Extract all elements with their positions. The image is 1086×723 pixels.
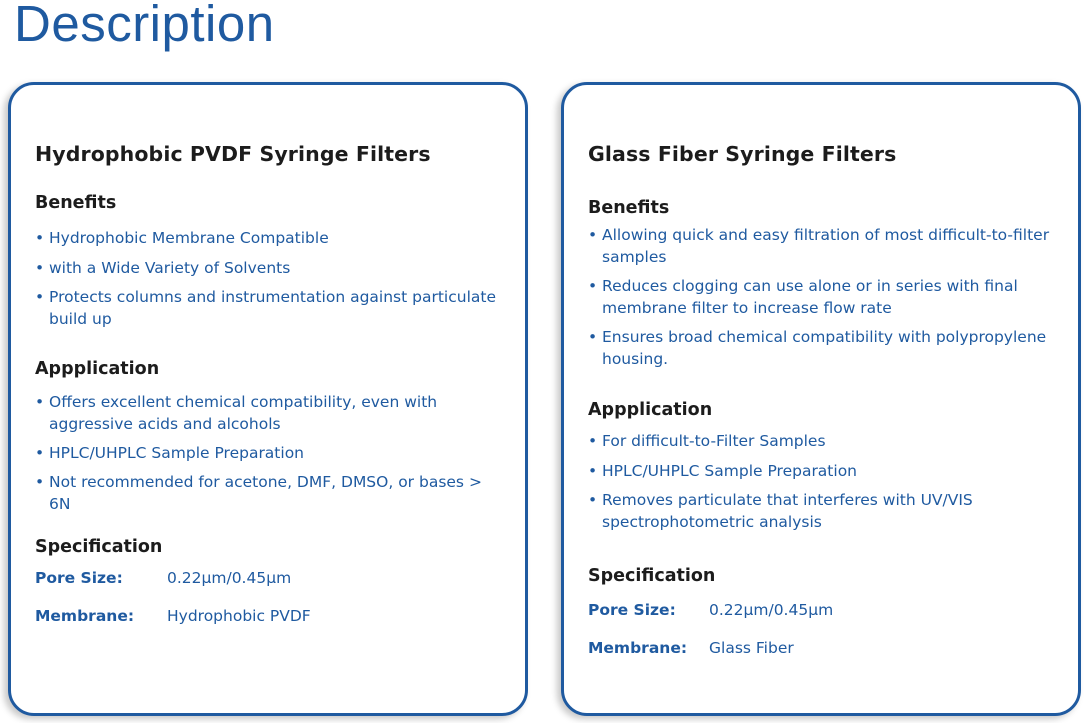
- bullet-icon: •: [588, 328, 598, 346]
- bullet-icon: •: [35, 473, 45, 491]
- list-item: • Ensures broad chemical compatibility with polypropylene housing.: [588, 328, 1047, 368]
- bullet-icon: •: [588, 462, 598, 480]
- spec-label: Membrane:: [588, 639, 688, 657]
- list-item: • Not recommended for acetone, DMF, DMSO, or bases > 6N: [35, 473, 482, 513]
- list-item: • HPLC/UHPLC Sample Preparation: [35, 444, 305, 462]
- bullet-icon: •: [35, 259, 45, 277]
- bullet-icon: •: [588, 432, 598, 450]
- bullet-icon: •: [588, 226, 598, 244]
- bullet-icon: •: [588, 277, 598, 295]
- application-heading: Appplication: [35, 359, 160, 379]
- specification-heading: Specification: [588, 566, 716, 586]
- list-item: • HPLC/UHPLC Sample Preparation: [588, 462, 858, 480]
- product-card-glass-fiber: [561, 82, 1081, 716]
- list-item: • Allowing quick and easy filtration of most difficult-to-filter samples: [588, 226, 1050, 266]
- card-title: Glass Fiber Syringe Filters: [588, 142, 897, 166]
- benefits-heading: Benefits: [588, 198, 670, 218]
- list-item: • with a Wide Variety of Solvents: [35, 259, 291, 277]
- spec-label: Membrane:: [35, 607, 135, 625]
- spec-label: Pore Size:: [35, 569, 123, 587]
- bullet-icon: •: [35, 444, 45, 462]
- spec-value: 0.22μm/0.45μm: [709, 601, 834, 619]
- page-title: Description: [14, 0, 275, 52]
- bullet-icon: •: [588, 491, 598, 509]
- spec-value: Hydrophobic PVDF: [167, 607, 311, 625]
- list-item: • Protects columns and instrumentation against particulate build up: [35, 288, 496, 328]
- list-item: • Removes particulate that interferes with UV/VIS spectrophotometric analysis: [588, 491, 973, 531]
- specification-heading: Specification: [35, 537, 163, 557]
- bullet-icon: •: [35, 288, 45, 306]
- card-title: Hydrophobic PVDF Syringe Filters: [35, 142, 431, 166]
- bullet-icon: •: [35, 393, 45, 411]
- bullet-icon: •: [35, 229, 45, 247]
- list-item: • For difficult-to-Filter Samples: [588, 432, 826, 450]
- list-item: • Hydrophobic Membrane Compatible: [35, 229, 329, 247]
- spec-label: Pore Size:: [588, 601, 676, 619]
- list-item: • Reduces clogging can use alone or in series with final membrane filter to increase flow rate: [588, 277, 1018, 317]
- application-heading: Appplication: [588, 400, 713, 420]
- list-item: • Offers excellent chemical compatibility, even with aggressive acids and alcohols: [35, 393, 438, 433]
- spec-value: Glass Fiber: [709, 639, 794, 657]
- spec-value: 0.22μm/0.45μm: [167, 569, 292, 587]
- benefits-heading: Benefits: [35, 193, 117, 213]
- product-card-pvdf: [8, 82, 528, 716]
